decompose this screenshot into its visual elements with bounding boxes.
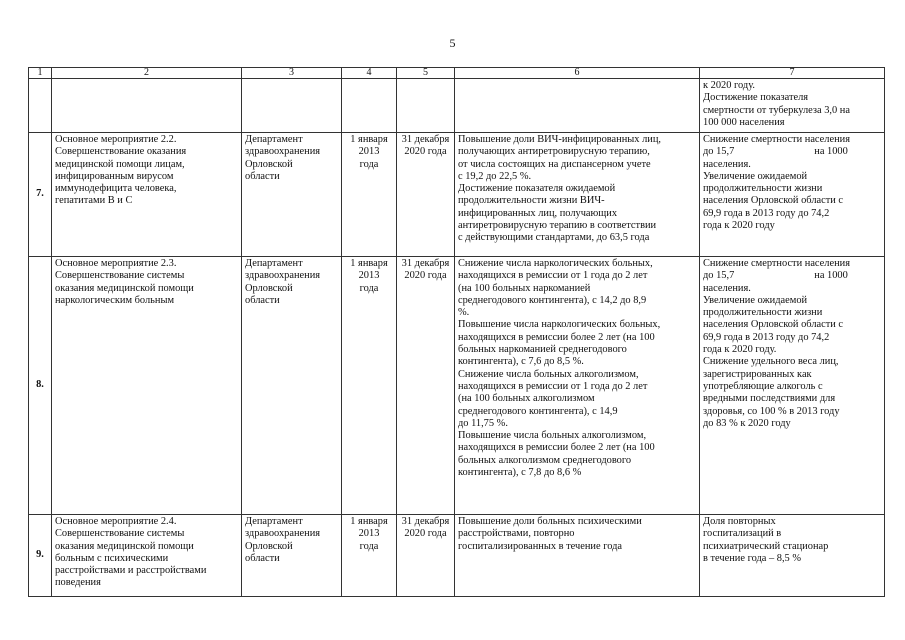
activity-title: Основное мероприятие 2.2. Совершенствование оказания медицинской помощи лицам, инфицированным вирусом иммунодефицита человека, гепатитами В и С — [52, 133, 242, 257]
row-number: 8. — [29, 257, 52, 515]
program-table — [28, 67, 885, 597]
indicators-cell: Снижение смертности населения до 15,7 на 1000 населения. Увеличение ожидаемой продолжительности жизни населения Орловской области с 69,9 года в 2013 году до 74,2 года к 2020 году — [700, 133, 885, 257]
end-date: 31 декабря 2020 года — [397, 257, 455, 515]
department: Департамент здравоохранения Орловской области — [242, 515, 342, 597]
page-number: 5 — [449, 36, 456, 50]
column-number-row — [29, 68, 885, 79]
row-number: 7. — [29, 133, 52, 257]
department: Департамент здравоохранения Орловской области — [242, 133, 342, 257]
table-row — [29, 515, 885, 597]
end-date: 31 декабря 2020 года — [397, 133, 455, 257]
row-number: 9. — [29, 515, 52, 597]
start-date: 1 января 2013 года — [342, 257, 397, 515]
column-number: 2 — [52, 68, 242, 79]
end-date: 31 декабря 2020 года — [397, 515, 455, 597]
department: Департамент здравоохранения Орловской области — [242, 257, 342, 515]
activity-title: Основное мероприятие 2.4. Совершенствование системы оказания медицинской помощи больным с психическими расстройствами и расстройствами поведения — [52, 515, 242, 597]
start-date: 1 января 2013 года — [342, 515, 397, 597]
expected-results: Повышение доли ВИЧ-инфицированных лиц, получающих антиретровирусную терапию, от числа состоящих на диспансерном учете с 19,2 до 22,5 %. Достижение показателя ожидаемой продолжительности жизни ВИЧ- инфицированных лиц, получающих антиретровирусную терапию в соответствии с действующими стандартами, до 63,5 года — [455, 133, 700, 257]
table-row — [29, 257, 885, 515]
indicators-cell: Доля повторных госпитализаций в психиатрический стационар в течение года – 8,5 % — [700, 515, 885, 597]
continuation-row — [29, 79, 885, 133]
table-row — [29, 133, 885, 257]
column-number: 3 — [242, 68, 342, 79]
column-number: 4 — [342, 68, 397, 79]
column-number: 1 — [29, 68, 52, 79]
start-date: 1 января 2013 года — [342, 133, 397, 257]
column-number: 6 — [455, 68, 700, 79]
expected-results: Снижение числа наркологических больных, находящихся в ремиссии от 1 года до 2 лет (на 100 больных наркоманией среднегодового контингента), с 14,2 до 8,9 %. Повышение числа наркологических больных, находящихся в ремиссии более 2 лет (на 100 больных наркоманией среднегодового контингента), с 7,6 до 8,5 %. Снижение числа больных алкоголизмом, находящихся в ремиссии от 1 года до 2 лет (на 100 больных алкоголизмом среднегодового контингента), с 14,9 до 11,75 %. Повышение числа больных алкоголизмом, находящихся в ремиссии более 2 лет (на 100 больных алкоголизмом среднегодового контингента), с 7,8 до 8,6 % — [455, 257, 700, 515]
activity-title: Основное мероприятие 2.3. Совершенствование системы оказания медицинской помощи наркологическим больным — [52, 257, 242, 515]
indicators-cell: Снижение смертности населения до 15,7 на 1000 населения. Увеличение ожидаемой продолжительности жизни населения Орловской области с 69,9 года в 2013 году до 74,2 года к 2020 году. Снижение удельного веса лиц, зарегистрированных как употребляющие алкоголь с вредными последствиями для здоровья, со 100 % в 2013 году до 83 % к 2020 году — [700, 257, 885, 515]
indicators-cell: к 2020 году. Достижение показателя смертности от туберкулеза 3,0 на 100 000 населения — [700, 79, 885, 133]
column-number: 7 — [700, 68, 885, 79]
column-number: 5 — [397, 68, 455, 79]
expected-results: Повышение доли больных психическими расстройствами, повторно госпитализированных в течение года — [455, 515, 700, 597]
